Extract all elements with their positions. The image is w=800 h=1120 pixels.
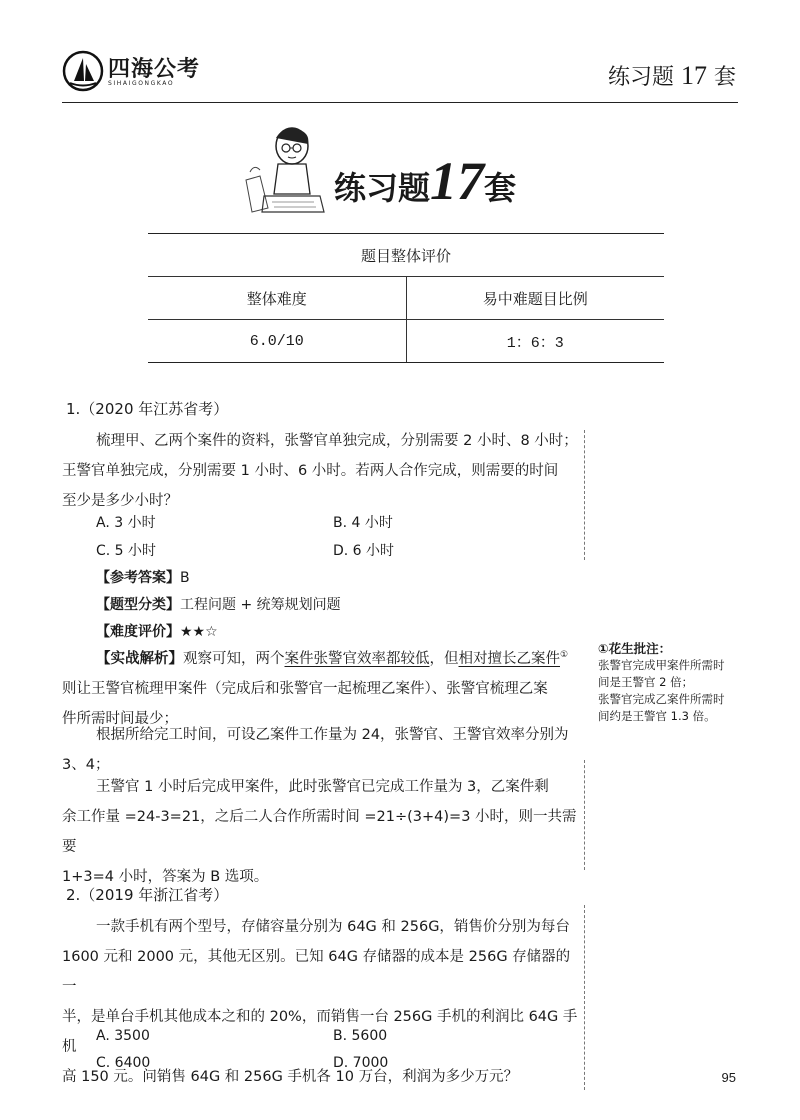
q2-option-b: B. 5600: [333, 1028, 388, 1044]
evaluation-label-row: [148, 277, 664, 320]
q1-option-c: C. 5 小时: [96, 543, 157, 559]
margin-dashed-line: [584, 760, 585, 870]
evaluation-value-row: [148, 320, 664, 362]
brand-name: 四海公考: [108, 57, 201, 82]
q1-option-b: B. 4 小时: [333, 515, 393, 531]
page-number: 95: [721, 1070, 736, 1085]
q1-question-type: 【题型分类】工程问题 + 统筹规划问题: [96, 597, 341, 613]
q1-difficulty: 【难度评价】★★☆: [96, 624, 218, 640]
evaluation-heading: 题目整体评价: [360, 246, 451, 265]
set-title: 练习题17套: [334, 151, 517, 211]
sail-logo-icon: [62, 50, 104, 92]
mascot-illustration-icon: [244, 124, 326, 216]
difficulty-ratio-value: 1：6：3: [406, 320, 665, 362]
q2-option-d: D. 7000: [333, 1055, 389, 1071]
q1-analysis: 【实战解析】观察可知，两个案件张警官效率都较低，但相对擅长乙案件① 则让王警官梳理甲案件（完成后和张警官一起梳理乙案件）、张警官梳理乙案 件所需时间最少；: [62, 650, 569, 727]
brand-name-latin: SIHAIGONGKAO: [108, 80, 175, 87]
q1-answer: 【参考答案】B: [96, 570, 190, 586]
q1-analysis-paragraph-3: 王警官 1 小时后完成甲案件，此时张警官已完成工作量为 3，乙案件剩 余工作量 =24-3=21，之后二人合作所需时间 =21÷(3+4)=3 小时，则一共需要 1+3=4 小时，答案为 B 选项。: [62, 779, 577, 885]
difficulty-ratio-label: 易中难题目比例: [406, 277, 665, 319]
q1-analysis-paragraph-2: 根据所给完工时间，可设乙案件工作量为 24，张警官、王警官效率分别为 3、4；: [62, 727, 569, 773]
q2-option-c: C. 6400: [96, 1055, 151, 1071]
header-divider: [62, 102, 738, 103]
question-2-stem: 一款手机有两个型号，存储容量分别为 64G 和 256G，销售价分别为每台 1600 元和 2000 元，其他无区别。已知 64G 存储器的成本是 256G 存储器的一 半，是单台手机其他成本之和的 20%，而销售一台 256G 手机的利润比 64G 手机 高 150 元。问销售 64G 和 256G 手机各 10 万台，利润为多少万元？: [62, 919, 578, 1085]
difficulty-stars: ★★☆: [180, 624, 218, 640]
overall-difficulty-label: 整体难度: [246, 289, 307, 308]
margin-note: ①花生批注： 张警官完成甲案件所需时 间是王警官 2 倍； 张警官完成乙案件所需时 间约是王警官 1.3 倍。: [598, 640, 748, 725]
annotation-marker: ①: [560, 650, 569, 660]
overall-difficulty-value: 6.0/10: [249, 332, 304, 350]
q1-option-a: A. 3 小时: [96, 515, 156, 531]
header-title: 练习题 17 套: [607, 61, 736, 90]
evaluation-table: [148, 233, 664, 363]
question-1-stem: 梳理甲、乙两个案件的资料，张警官单独完成，分别需要 2 小时、8 小时； 王警官单独完成，分别需要 1 小时、6 小时。若两人合作完成，则需要的时间 至少是多少小时？: [62, 433, 578, 509]
q2-option-a: A. 3500: [96, 1028, 150, 1044]
q1-option-d: D. 6 小时: [333, 543, 395, 559]
evaluation-heading-row: [148, 234, 664, 277]
question-2-heading: 2.（2019 年浙江省考）: [66, 886, 229, 904]
question-1-heading: 1.（2020 年江苏省考）: [66, 400, 229, 418]
margin-dashed-line: [584, 430, 585, 560]
margin-note-title: ①花生批注：: [598, 641, 672, 656]
brand-logo: [62, 48, 212, 96]
margin-dashed-line: [584, 905, 585, 1090]
